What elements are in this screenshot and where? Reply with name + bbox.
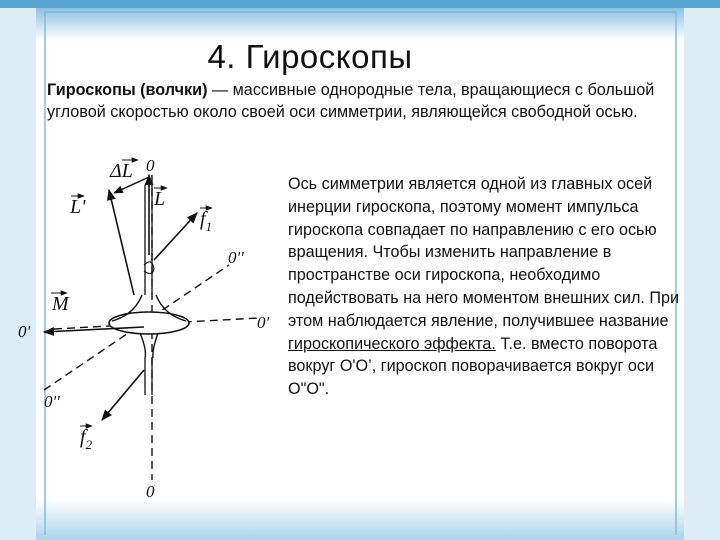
intro-paragraph [47, 79, 687, 123]
vector-f2 [102, 370, 144, 420]
label-axis-bottom: 0 [146, 482, 155, 500]
intro-definition: — массивные однородные тела, вращающиеся с большой угловой скоростью около своей оси симметрии, являющейся свободной осью. [47, 81, 655, 121]
label-axis-diag-top: 0'' [228, 248, 244, 267]
gyroscope-diagram [14, 145, 279, 500]
label-L-prime: L' [70, 196, 86, 218]
label-f2: $f_2$ [80, 426, 93, 452]
explanation-text-end: Т.е. вместо поворота вокруг О'О’, гироскоп поворачивается вокруг оси О"О". [288, 334, 658, 399]
vector-L-prime [109, 190, 134, 295]
label-axis-top: 0 [146, 156, 155, 175]
label-axis-left: 0' [18, 322, 31, 341]
label-f1: $f_1$ [200, 208, 213, 234]
gyroscopic-effect-term: гироскопического эффекта. [288, 334, 496, 353]
label-delta-L: ΔL [110, 160, 133, 182]
label-axis-diag-bottom: 0'' [44, 392, 60, 411]
intro-term: Гироскопы (волчки) [47, 81, 208, 99]
label-M: M [52, 293, 69, 315]
explanation-paragraph [288, 173, 698, 401]
gyroscope-disk [109, 312, 189, 334]
label-L: L [154, 188, 166, 210]
vector-f1 [154, 213, 197, 260]
label-axis-right: 0' [257, 313, 270, 332]
explanation-text-start: Ось симметрии является одной из главных осей инерции гироскопа, поэтому момент импульса гироскопа совпадает по направлению с его осью вращения. Чтобы изменить направление в пространстве оси гироскопа, необходимо подействовать на него моментом внешних сил. При этом наблюдается явление, получившее название [288, 175, 680, 330]
slide-title: 4. Гироскопы [207, 38, 413, 75]
